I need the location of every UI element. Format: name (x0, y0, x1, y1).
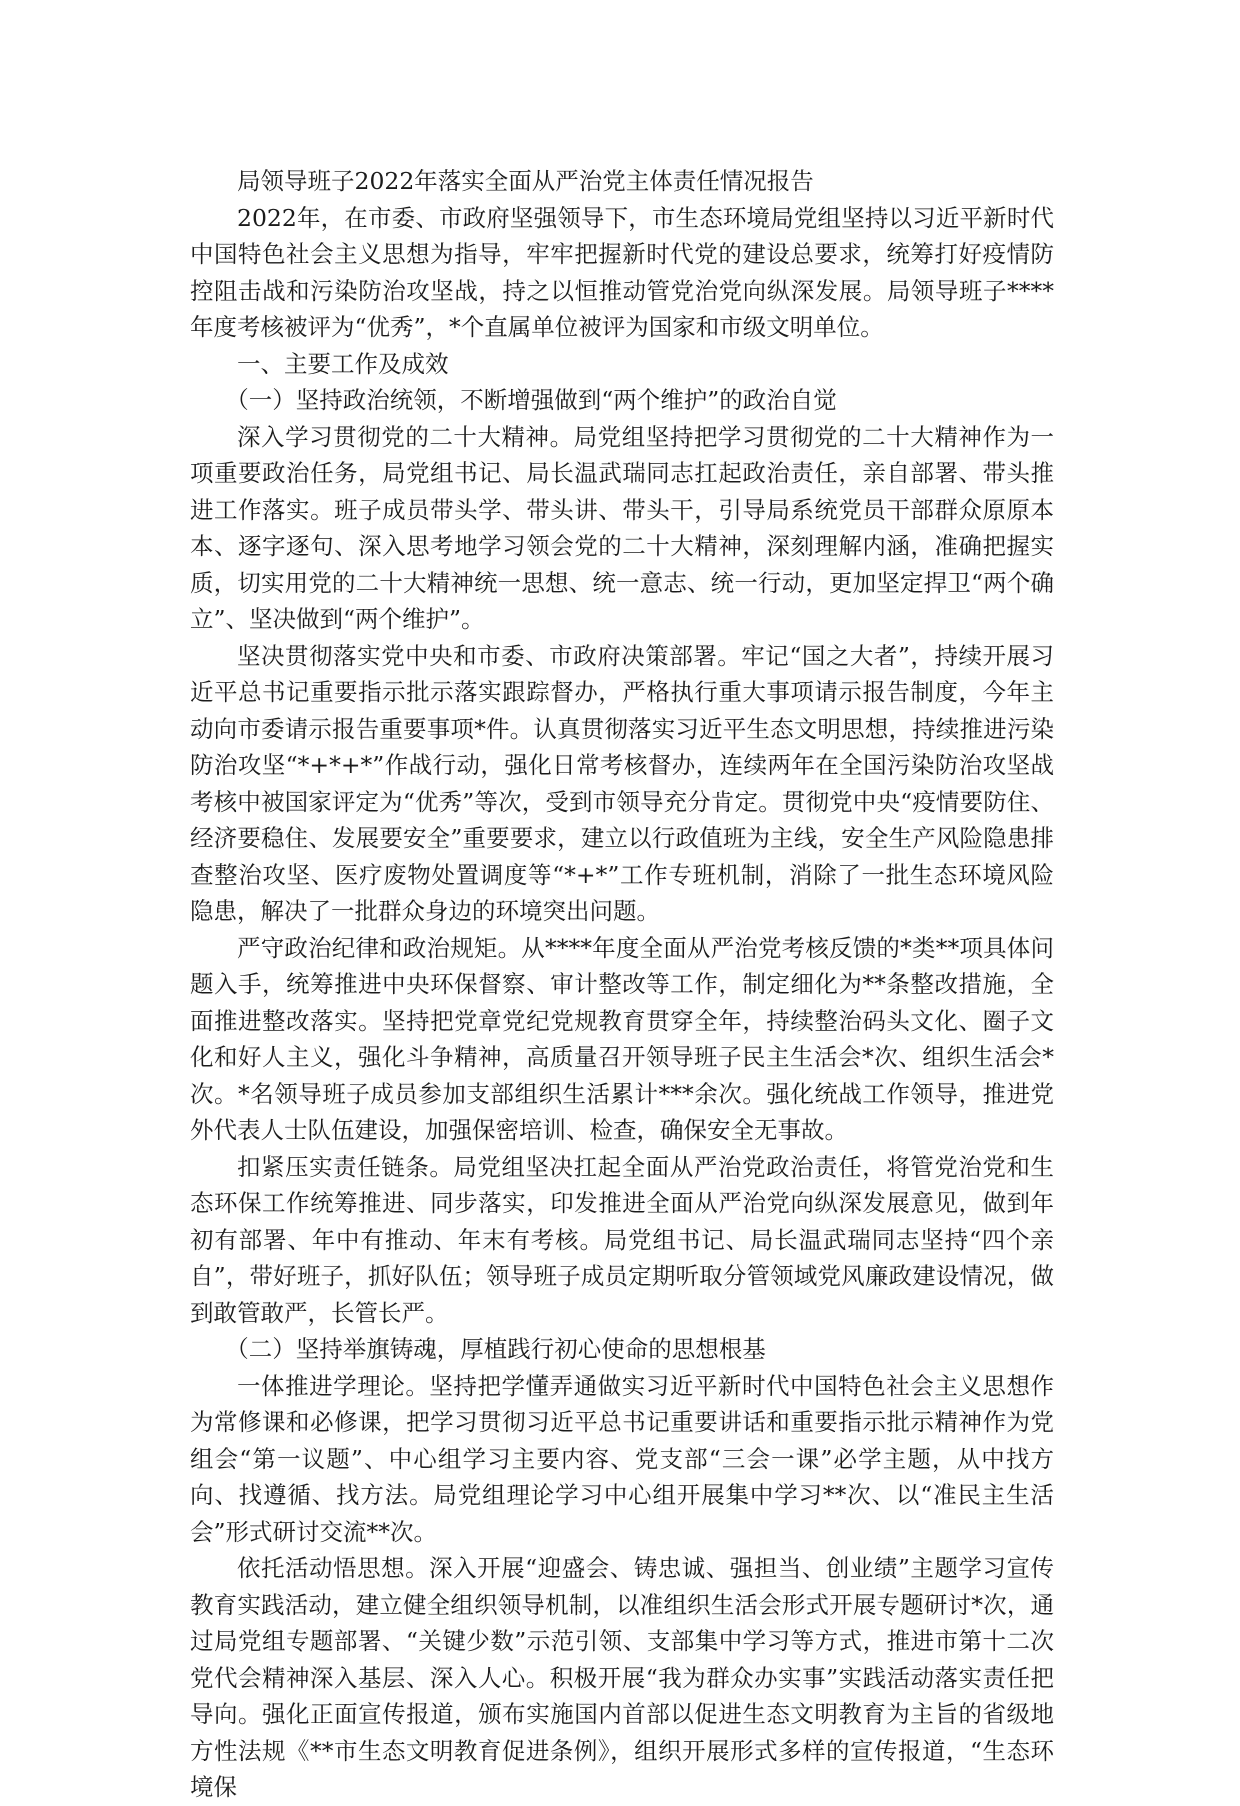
section-heading-1: 一、主要工作及成效 (237, 349, 449, 378)
document-page (190, 163, 1054, 1806)
subsection-heading-1: （一）坚持政治统领，不断增强做到“两个维护”的政治自觉 (225, 386, 837, 414)
paragraph-2: 坚决贯彻落实党中央和市委、市政府决策部署。牢记“国之大者”，持续开展习近平总书记重要指示批示落实跟踪督办，严格执行重大事项请示报告制度，今年主动向市委请示报告重要事项*件。认真贯彻落实习近平生态文明思想，持续推进污染防治攻坚“*+*+*”作战行动，强化日常考核督办，连续两年在全国污染防治攻坚战考核中被国家评定为“优秀”等次，受到市领导充分肯定。贯彻党中央“疫情要防住、经济要稳住、发展要安全”重要要求，建立以行政值班为主线，安全生产风险隐患排查整治攻坚、医疗废物处置调度等“*+*”工作专班机制，消除了一批生态环境风险隐患，解决了一批群众身边的环境突出问题。 (190, 641, 1054, 925)
paragraph-3: 严守政治纪律和政治规矩。从****年度全面从严治党考核反馈的*类**项具体问题入手，统筹推进中央环保督察、审计整改等工作，制定细化为**条整改措施，全面推进整改落实。坚持把党章党纪党规教育贯穿全年，持续整治码头文化、圈子文化和好人主义，强化斗争精神，高质量召开领导班子民主生活会*次、组织生活会*次。*名领导班子成员参加支部组织生活累计***余次。强化统战工作领导，推进党外代表人士队伍建设，加强保密培训、检查，确保安全无事故。 (190, 933, 1054, 1144)
document-title: 局领导班子2022年落实全面从严治党主体责任情况报告 (237, 167, 814, 195)
paragraph-6: 依托活动悟思想。深入开展“迎盛会、铸忠诚、强担当、创业绩”主题学习宣传教育实践活动，建立健全组织领导机制，以准组织生活会形式开展专题研讨*次，通过局党组专题部署、“关键少数”示范引领、支部集中学习等方式，推进市第十二次党代会精神深入基层、深入人心。积极开展“我为群众办实事”实践活动落实责任把导向。强化正面宣传报道，颁布实施国内首部以促进生态文明教育为主旨的省级地方性法规《**市生态文明教育促进条例》，组织开展形式多样的宣传报道，“生态环境保 (190, 1554, 1054, 1801)
paragraph-4: 扣紧压实责任链条。局党组坚决扛起全面从严治党政治责任，将管党治党和生态环保工作统筹推进、同步落实，印发推进全面从严治党向纵深发展意见，做到年初有部署、年中有推动、年末有考核。局党组书记、局长温武瑞同志坚持“四个亲自”，带好班子，抓好队伍；领导班子成员定期听取分管领域党风廉政建设情况，做到敢管敢严，长管长严。 (190, 1152, 1054, 1327)
intro-paragraph: 2022年，在市委、市政府坚强领导下，市生态环境局党组坚持以习近平新时代中国特色社会主义思想为指导，牢牢把握新时代党的建设总要求，统筹打好疫情防控阻击战和污染防治攻坚战，持之以恒推动管党治党向纵深发展。局领导班子****年度考核被评为“优秀”，*个直属单位被评为国家和市级文明单位。 (190, 203, 1054, 341)
paragraph-1: 深入学习贯彻党的二十大精神。局党组坚持把学习贯彻党的二十大精神作为一项重要政治任务，局党组书记、局长温武瑞同志扛起政治责任，亲自部署、带头推进工作落实。班子成员带头学、带头讲、带头干，引导局系统党员干部群众原原本本、逐字逐句、深入思考地学习领会党的二十大精神，深刻理解内涵，准确把握实质，切实用党的二十大精神统一思想、统一意志、统一行动，更加坚定捍卫“两个确立”、坚决做到“两个维护”。 (190, 422, 1054, 633)
subsection-heading-2: （二）坚持举旗铸魂，厚植践行初心使命的思想根基 (225, 1335, 766, 1363)
paragraph-5: 一体推进学理论。坚持把学懂弄通做实习近平新时代中国特色社会主义思想作为常修课和必修课，把学习贯彻习近平总书记重要讲话和重要指示批示精神作为党组会“第一议题”、中心组学习主要内容、党支部“三会一课”必学主题，从中找方向、找遵循、找方法。局党组理论学习中心组开展集中学习**次、以“准民主生活会”形式研讨交流**次。 (190, 1371, 1054, 1546)
